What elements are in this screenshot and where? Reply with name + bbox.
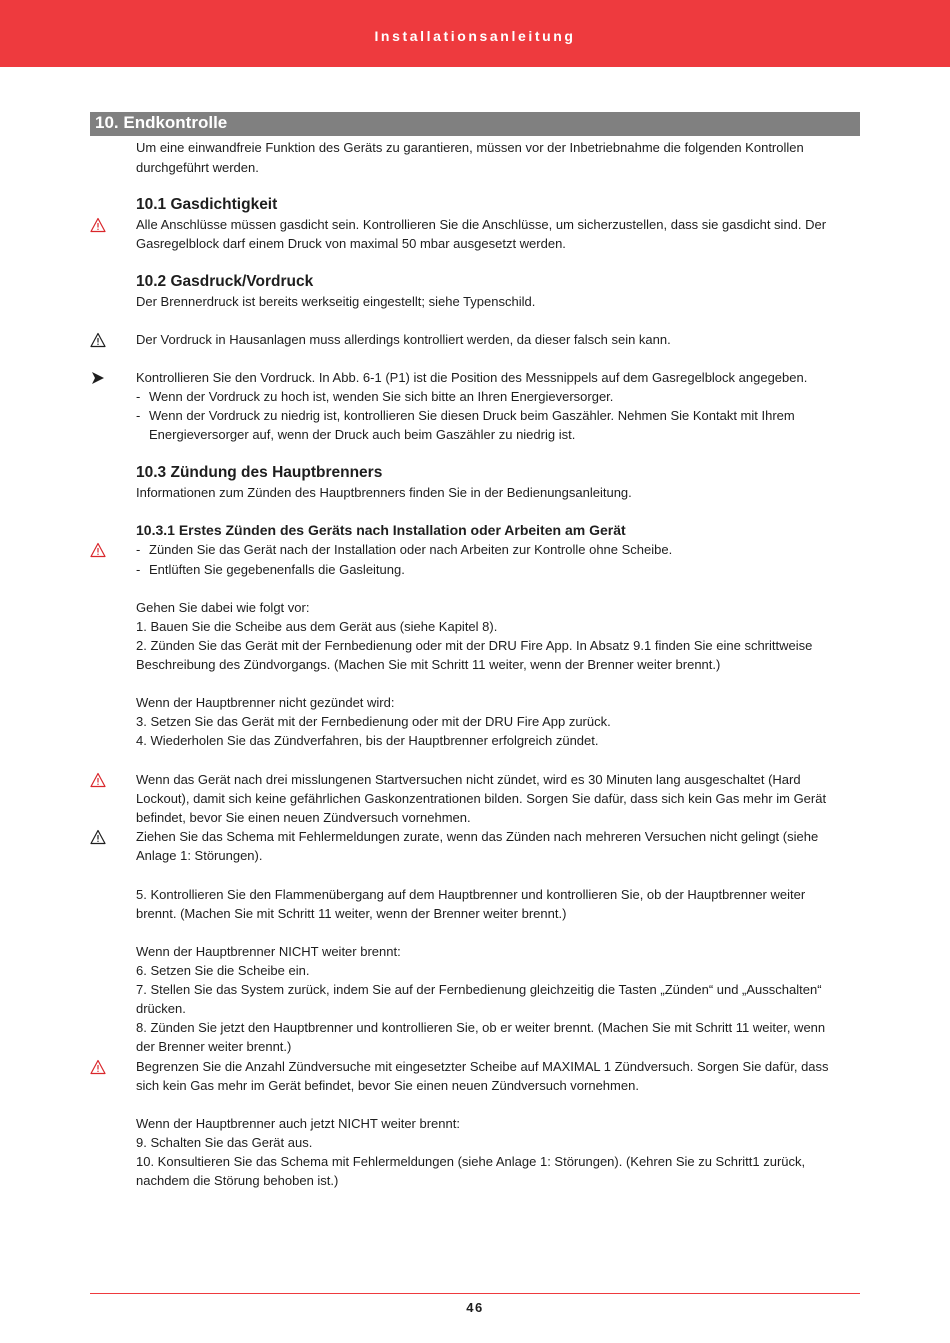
- list-item: Zünden Sie das Gerät nach der Installation oder nach Arbeiten zur Kontrolle ohne Scheibe.: [149, 542, 673, 557]
- action-text: Kontrollieren Sie den Vordruck. In Abb. 6-1 (P1) ist die Position des Messnippels auf dem Gasregelblock angegeben.: [136, 370, 808, 385]
- step-text: 2. Zünden Sie das Gerät mit der Fernbedienung oder mit der DRU Fire App. In Absatz 9.1 finden Sie eine schrittweise: [136, 638, 813, 653]
- warning-text: Begrenzen Sie die Anzahl Zündversuche mit eingesetzter Scheibe auf MAXIMAL 1 Zündversuch. Sorgen Sie dafür, dass: [136, 1059, 829, 1074]
- warning-text: Wenn das Gerät nach drei misslungenen Startversuchen nicht zündet, wird es 30 Minuten lang ausgeschaltet (Hard: [136, 772, 801, 787]
- body-text: Gehen Sie dabei wie folgt vor:: [136, 600, 310, 615]
- warning-triangle-icon: [90, 217, 106, 233]
- step-text: nachdem die Störung behoben ist.): [136, 1173, 339, 1188]
- warning-text: Ziehen Sie das Schema mit Fehlermeldungen zurate, wenn das Zünden nach mehreren Versuchen nicht gelingt (siehe: [136, 829, 819, 844]
- step-text: 1. Bauen Sie die Scheibe aus dem Gerät aus (siehe Kapitel 8).: [136, 619, 498, 634]
- list-item: Energieversorger auf, wenn der Druck auch beim Gaszähler zu niedrig ist.: [149, 427, 576, 442]
- warning-text: befindet, bevor Sie einen neuen Zündversuch vornehmen.: [136, 810, 471, 825]
- warning-triangle-icon: [90, 829, 106, 845]
- warning-text: Lockout), damit sich keine gefährlichen Gaskonzentrationen bilden. Sorgen Sie dafür, dass sich kein Gas mehr im Gerät: [136, 791, 827, 806]
- step-text: 8. Zünden Sie jetzt den Hauptbrenner und kontrollieren Sie, ob er weiter brennt. (Machen Sie mit Schritt 11 weiter, wenn: [136, 1020, 826, 1035]
- warning-triangle-icon: [90, 1059, 106, 1075]
- dash-bullet: -: [136, 562, 141, 577]
- section-title: 10. Endkontrolle: [95, 113, 228, 132]
- arrow-bullet-icon: [90, 370, 106, 386]
- intro-text: Um eine einwandfreie Funktion des Geräts zu garantieren, müssen vor der Inbetriebnahme die folgenden Kontrollen: [136, 140, 804, 155]
- body-text: Wenn der Hauptbrenner auch jetzt NICHT weiter brennt:: [136, 1116, 460, 1131]
- warning-triangle-icon: [90, 542, 106, 558]
- dash-bullet: -: [136, 542, 141, 557]
- page-number: 46: [466, 1300, 484, 1315]
- warning-text: Der Vordruck in Hausanlagen muss allerdings kontrolliert werden, da dieser falsch sein kann.: [136, 332, 671, 347]
- step-text: 10. Konsultieren Sie das Schema mit Fehlermeldungen (siehe Anlage 1: Störungen). (Kehren Sie zu Schritt1 zurück,: [136, 1154, 806, 1169]
- intro-text: durchgeführt werden.: [136, 160, 259, 175]
- warning-triangle-icon: [90, 772, 106, 788]
- warning-text: sich kein Gas mehr im Gerät befindet, bevor Sie einen neuen Zündversuch vornehmen.: [136, 1078, 639, 1093]
- subsection-title: 10.2 Gasdruck/Vordruck: [136, 273, 314, 290]
- body-text: Gasregelblock darf einem Druck von maximal 50 mbar ausgesetzt werden.: [136, 236, 566, 251]
- header-bar: [0, 0, 950, 67]
- body-text: Wenn der Hauptbrenner nicht gezündet wird:: [136, 695, 395, 710]
- step-text: der Brenner weiter brennt.): [136, 1039, 292, 1054]
- step-text: 4. Wiederholen Sie das Zündverfahren, bis der Hauptbrenner erfolgreich zündet.: [136, 733, 599, 748]
- list-item: Wenn der Vordruck zu hoch ist, wenden Sie sich bitte an Ihren Energieversorger.: [149, 389, 614, 404]
- body-text: Alle Anschlüsse müssen gasdicht sein. Kontrollieren Sie die Anschlüsse, um sicherzustellen, dass sie gasdicht sind. Der: [136, 217, 827, 232]
- body-text: Der Brennerdruck ist bereits werkseitig eingestellt; siehe Typenschild.: [136, 294, 536, 309]
- section-heading-bar: [90, 112, 860, 136]
- step-text: 6. Setzen Sie die Scheibe ein.: [136, 963, 310, 978]
- dash-bullet: -: [136, 389, 141, 404]
- step-text: 3. Setzen Sie das Gerät mit der Fernbedienung oder mit der DRU Fire App zurück.: [136, 714, 611, 729]
- step-text: 7. Stellen Sie das System zurück, indem Sie auf der Fernbedienung gleichzeitig die Tasten „Zünden“ und „Ausschalten“: [136, 982, 822, 997]
- list-item: Entlüften Sie gegebenenfalls die Gasleitung.: [149, 562, 405, 577]
- dash-bullet: -: [136, 408, 141, 423]
- step-text: drücken.: [136, 1001, 186, 1016]
- list-item: Wenn der Vordruck zu niedrig ist, kontrollieren Sie diesen Druck beim Gaszähler. Nehmen Sie Kontakt mit Ihrem: [149, 408, 795, 423]
- body-text: Wenn der Hauptbrenner NICHT weiter brennt:: [136, 944, 401, 959]
- document-title: Installationsanleitung: [374, 28, 576, 44]
- warning-text: Anlage 1: Störungen).: [136, 848, 263, 863]
- subsubsection-title: 10.3.1 Erstes Zünden des Geräts nach Installation oder Arbeiten am Gerät: [136, 522, 626, 538]
- step-text: 9. Schalten Sie das Gerät aus.: [136, 1135, 313, 1150]
- subsection-title: 10.1 Gasdichtigkeit: [136, 196, 278, 213]
- step-text: 5. Kontrollieren Sie den Flammenübergang auf dem Hauptbrenner und kontrollieren Sie, ob der Hauptbrenner weiter: [136, 887, 806, 902]
- body-text: Informationen zum Zünden des Hauptbrenners finden Sie in der Bedienungsanleitung.: [136, 485, 632, 500]
- step-text: Beschreibung des Zündvorgangs. (Machen Sie mit Schritt 11 weiter, wenn der Brenner weiter brennt.): [136, 657, 721, 672]
- footer-rule: [90, 1293, 860, 1294]
- subsection-title: 10.3 Zündung des Hauptbrenners: [136, 464, 383, 481]
- warning-triangle-icon: [90, 332, 106, 348]
- step-text: brennt. (Machen Sie mit Schritt 11 weiter, wenn der Brenner weiter brennt.): [136, 906, 567, 921]
